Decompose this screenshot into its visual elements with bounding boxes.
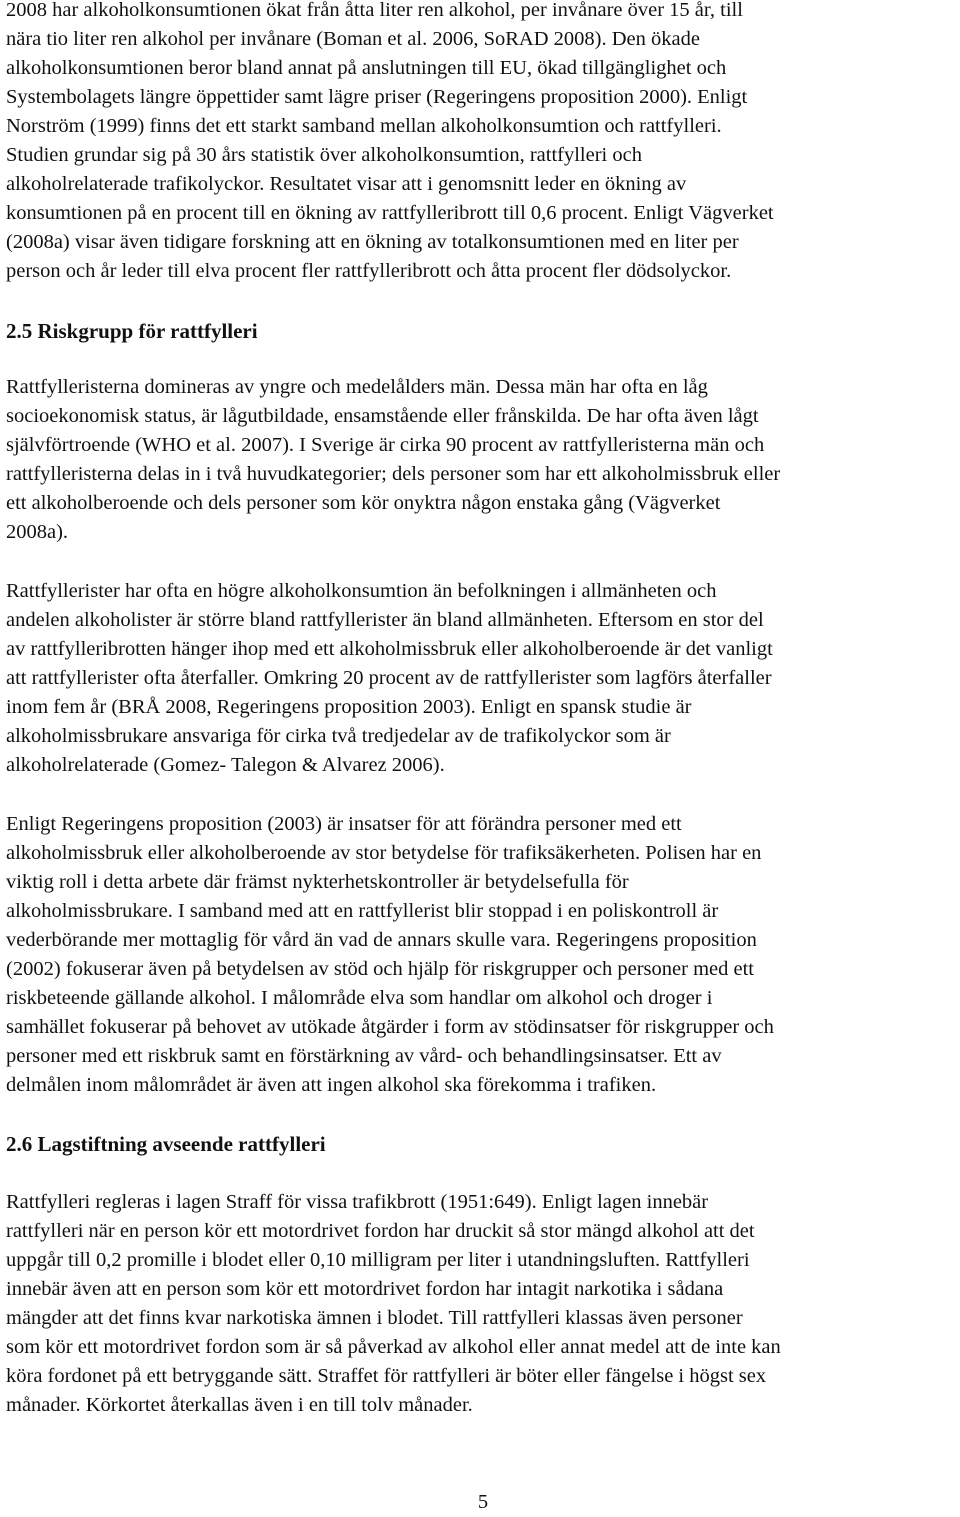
text-line: person och år leder till elva procent fler rattfylleribrott och åtta procent fler dödsolyckor. [6, 260, 732, 282]
text-line: Systembolagets längre öppettider samt lägre priser (Regeringens proposition 2000). Enligt [6, 86, 748, 108]
text-line: månader. Körkortet återkallas även i en till tolv månader. [6, 1394, 473, 1416]
text-line: innebär även att en person som kör ett motordrivet fordon har intagit narkotika i sådana [6, 1278, 724, 1300]
text-line: som kör ett motordrivet fordon som är så påverkad av alkohol eller annat medel att de inte kan [6, 1336, 781, 1358]
text-line: viktig roll i detta arbete där främst nykterhetskontroller är betydelsefulla för [6, 871, 629, 893]
section-heading-2-6: 2.6 Lagstiftning avseende rattfylleri [6, 1132, 326, 1156]
text-line: ett alkoholberoende och dels personer som kör onyktra någon enstaka gång (Vägverket [6, 492, 721, 514]
paragraph-recidivism [6, 577, 773, 780]
paragraph-alcohol-consumption [6, 0, 774, 286]
text-line: samhället fokuserar på behovet av utökade åtgärder i form av stödinsatser för riskgrupper och [6, 1016, 774, 1038]
text-line: uppgår till 0,2 promille i blodet eller 0,10 milligram per liter i utandningsluften. Rattfylleri [6, 1249, 750, 1271]
paragraph-risk-group [6, 373, 780, 547]
text-line: (2002) fokuserar även på betydelsen av stöd och hjälp för riskgrupper och personer med ett [6, 958, 754, 980]
text-line: alkoholrelaterade trafikolyckor. Resultatet visar att i genomsnitt leder en ökning av [6, 173, 687, 195]
text-line: av rattfylleribrotten hänger ihop med ett alkoholmissbruk eller alkoholberoende är det vanligt [6, 638, 773, 660]
text-line: 2008a). [6, 521, 69, 543]
text-line: 2008 har alkoholkonsumtionen ökat från åtta liter ren alkohol, per invånare över 15 år, till [6, 0, 743, 21]
text-line: rattfylleri när en person kör ett motordrivet fordon har druckit så stor mängd alkohol att det [6, 1220, 755, 1242]
text-line: Studien grundar sig på 30 års statistik över alkoholkonsumtion, rattfylleri och [6, 144, 642, 166]
text-line: att rattfyllerister ofta återfaller. Omkring 20 procent av de rattfyllerister som lagförs återfaller [6, 667, 772, 689]
text-line: självförtroende (WHO et al. 2007). I Sverige är cirka 90 procent av rattfylleristerna män och [6, 434, 765, 456]
text-line: inom fem år (BRÅ 2008, Regeringens proposition 2003). Enligt en spansk studie är [6, 696, 692, 718]
text-line: Rattfylleristerna domineras av yngre och medelålders män. Dessa män har ofta en låg [6, 376, 708, 398]
text-line: andelen alkoholister är större bland rattfyllerister än bland allmänheten. Eftersom en stor del [6, 609, 764, 631]
document-page [6, 0, 960, 1515]
text-line: konsumtionen på en procent till en ökning av rattfylleribrott till 0,6 procent. Enligt Vägverket [6, 202, 774, 224]
text-line: mängder att det finns kvar narkotiska ämnen i blodet. Till rattfylleri klassas även personer [6, 1307, 743, 1329]
text-line: socioekonomisk status, är lågutbildade, ensamstående eller frånskilda. De har ofta även lågt [6, 405, 759, 427]
text-line: Norström (1999) finns det ett starkt samband mellan alkoholkonsumtion och rattfylleri. [6, 115, 722, 137]
text-line: alkoholmissbrukare. I samband med att en rattfyllerist blir stoppad i en poliskontroll är [6, 900, 719, 922]
text-line: alkoholrelaterade (Gomez- Talegon & Alvarez 2006). [6, 754, 445, 776]
text-line: Rattfyllerister har ofta en högre alkoholkonsumtion än befolkningen i allmänheten och [6, 580, 717, 602]
text-line: alkoholkonsumtionen beror bland annat på anslutningen till EU, ökad tillgänglighet och [6, 57, 727, 79]
text-line: (2008a) visar även tidigare forskning att en ökning av totalkonsumtionen med en liter per [6, 231, 739, 253]
paragraph-government-measures [6, 810, 774, 1100]
text-line: köra fordonet på ett betryggande sätt. Straffet för rattfylleri är böter eller fängelse i högst sex [6, 1365, 767, 1387]
text-line: alkoholmissbrukare ansvariga för cirka två tredjedelar av de trafikolyckor som är [6, 725, 671, 747]
text-line: Rattfylleri regleras i lagen Straff för vissa trafikbrott (1951:649). Enligt lagen innebär [6, 1191, 709, 1213]
page-number: 5 [477, 1491, 489, 1513]
text-line: rattfylleristerna delas in i två huvudkategorier; dels personer som har ett alkoholmissbruk eller [6, 463, 781, 485]
text-line: Enligt Regeringens proposition (2003) är insatser för att förändra personer med ett [6, 813, 682, 835]
text-line: nära tio liter ren alkohol per invånare (Boman et al. 2006, SoRAD 2008). Den ökade [6, 28, 700, 50]
text-line: delmålen inom målområdet är även att ingen alkohol ska förekomma i trafiken. [6, 1074, 657, 1096]
text-line: riskbeteende gällande alkohol. I målområde elva som handlar om alkohol och droger i [6, 987, 713, 1009]
paragraph-legislation [6, 1188, 781, 1420]
text-line: alkoholmissbruk eller alkoholberoende av stor betydelse för trafiksäkerheten. Polisen har en [6, 842, 762, 864]
section-heading-2-5: 2.5 Riskgrupp för rattfylleri [6, 319, 258, 343]
text-line: personer med ett riskbruk samt en förstärkning av vård- och behandlingsinsatser. Ett av [6, 1045, 722, 1067]
text-line: vederbörande mer mottaglig för vård än vad de annars skulle vara. Regeringens proposition [6, 929, 757, 951]
